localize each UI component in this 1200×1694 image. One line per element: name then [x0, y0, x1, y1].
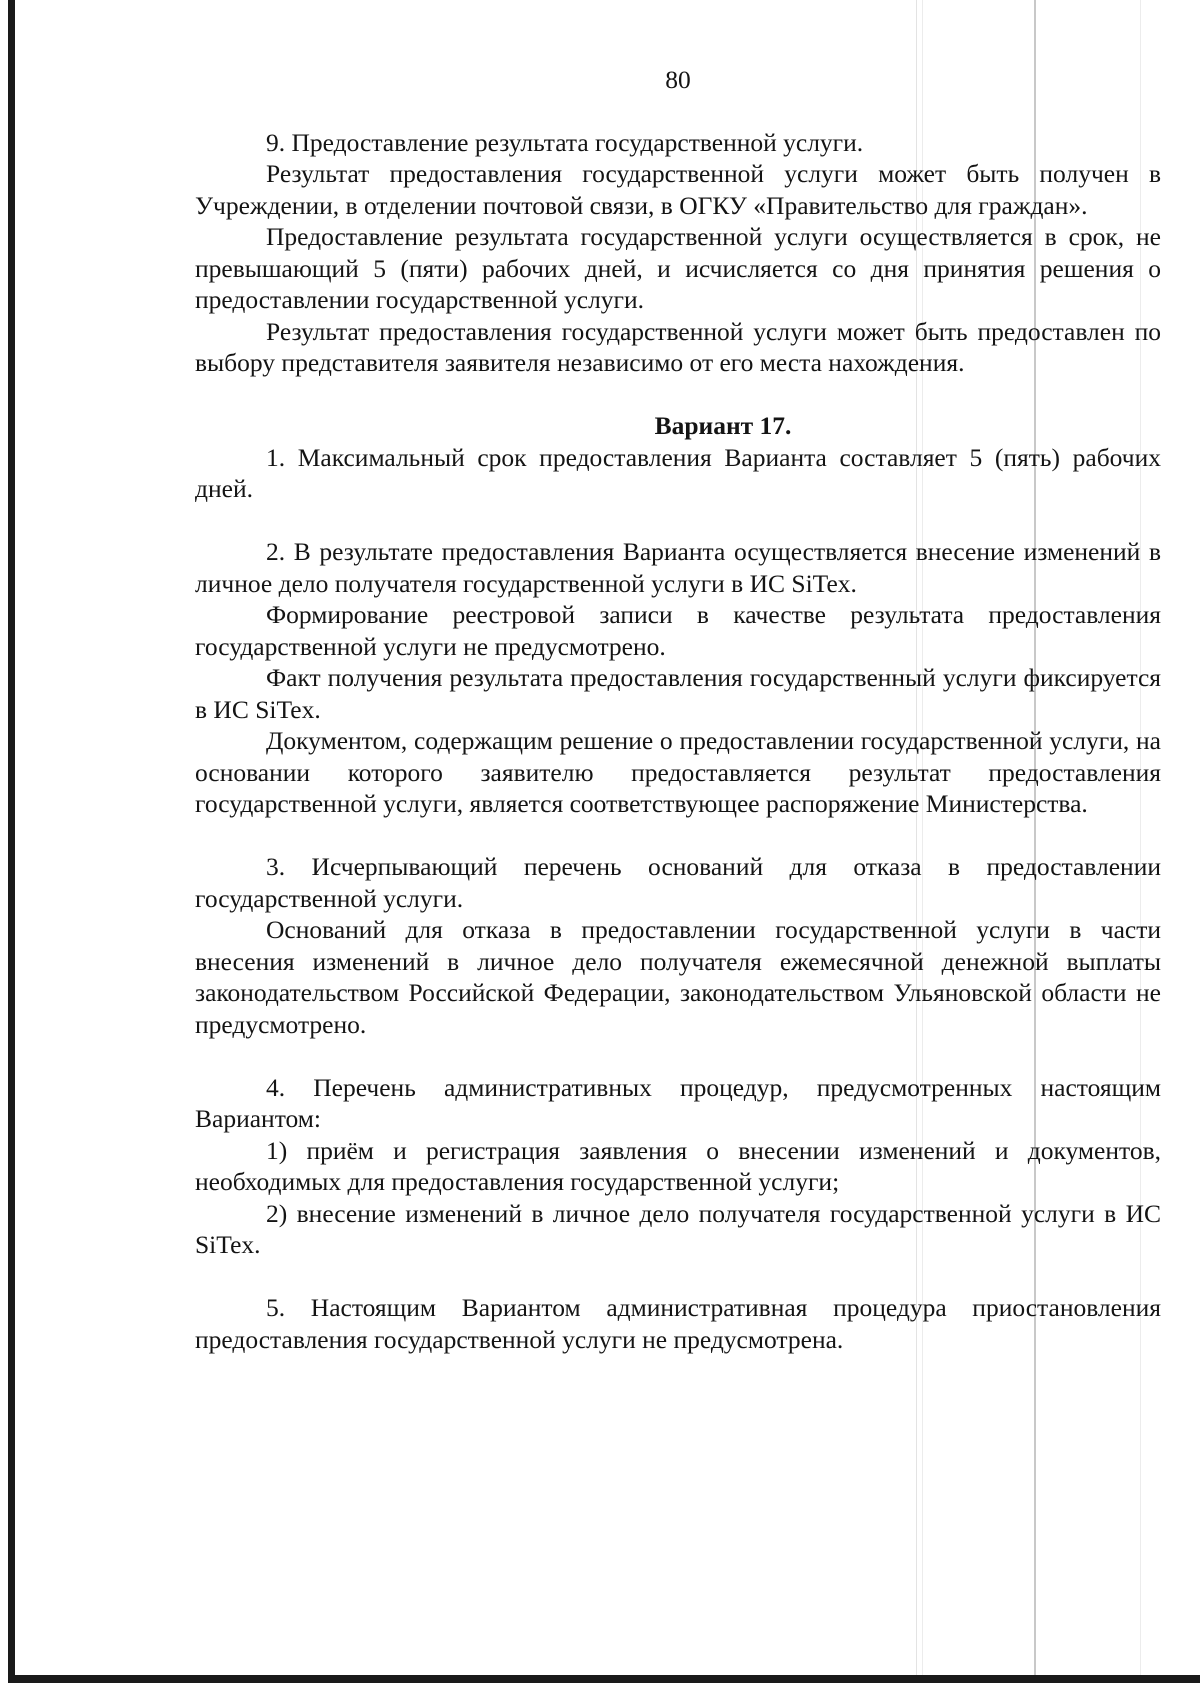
paragraph: 2) внесение изменений в личное дело получателя государственной услуги в ИС SiTex.: [195, 1198, 1161, 1259]
page-number: 80: [665, 65, 691, 94]
paragraph: 4. Перечень административных процедур, предусмотренных настоящим Вариантом:: [195, 1072, 1161, 1133]
paragraph: Результат предоставления государственной услуги может быть получен в Учреждении, в отделении почтовой связи, в ОГКУ «Правительство для граждан».: [195, 159, 1161, 220]
paragraph: Оснований для отказа в предоставлении государственной услуги в части внесения изменений в личное дело получателя ежемесячной денежной выплаты законодательством Российской Федерации, законодательством Ульяновской области не предусмотрено.: [195, 915, 1161, 1039]
paragraph: 1) приём и регистрация заявления о внесении изменений и документов, необходимых для предоставления государственной услуги;: [195, 1135, 1161, 1196]
scan-bottom-border: [8, 1675, 1200, 1683]
paragraph: Факт получения результата предоставления государственный услуги фиксируется в ИС SiTex.: [195, 663, 1161, 724]
paragraph-spacer: [195, 1040, 1161, 1072]
scan-left-border: [8, 0, 15, 1682]
paragraph: 3. Исчерпывающий перечень оснований для отказа в предоставлении государственной услуги.: [195, 852, 1161, 913]
paragraph: 5. Настоящим Вариантом административная процедура приостановления предоставления государственной услуги не предусмотрена.: [195, 1293, 1161, 1354]
paragraph: Формирование реестровой записи в качестве результата предоставления государственной услуги не предусмотрено.: [195, 600, 1161, 661]
paragraph-spacer: [195, 505, 1161, 537]
paragraph: 9. Предоставление результата государственной услуги.: [266, 127, 864, 157]
paragraph: 2. В результате предоставления Варианта осуществляется внесение изменений в личное дело получателя государственной услуги в ИС SiTex.: [195, 537, 1161, 598]
paragraph: 1. Максимальный срок предоставления Варианта составляет 5 (пять) рабочих дней.: [195, 442, 1161, 503]
section-heading: Вариант 17.: [654, 411, 792, 440]
paragraph-spacer: [195, 820, 1161, 852]
document-page: [195, 64, 1161, 1355]
paragraph: Предоставление результата государственной услуги осуществляется в срок, не превышающий 5 (пяти) рабочих дней, и исчисляется со дня принятия решения о предоставлении государственной услуги.: [195, 222, 1161, 314]
document-body: [195, 127, 1161, 1356]
paragraph-spacer: [195, 379, 1161, 411]
paragraph: Результат предоставления государственной услуги может быть предоставлен по выбору представителя заявителя независимо от его места нахождения.: [195, 316, 1161, 377]
paragraph-spacer: [195, 1261, 1161, 1293]
paragraph: Документом, содержащим решение о предоставлении государственной услуги, на основании которого заявителю предоставляется результат предоставления государственной услуги, является соответствующее распоряжение Министерства.: [195, 726, 1161, 818]
